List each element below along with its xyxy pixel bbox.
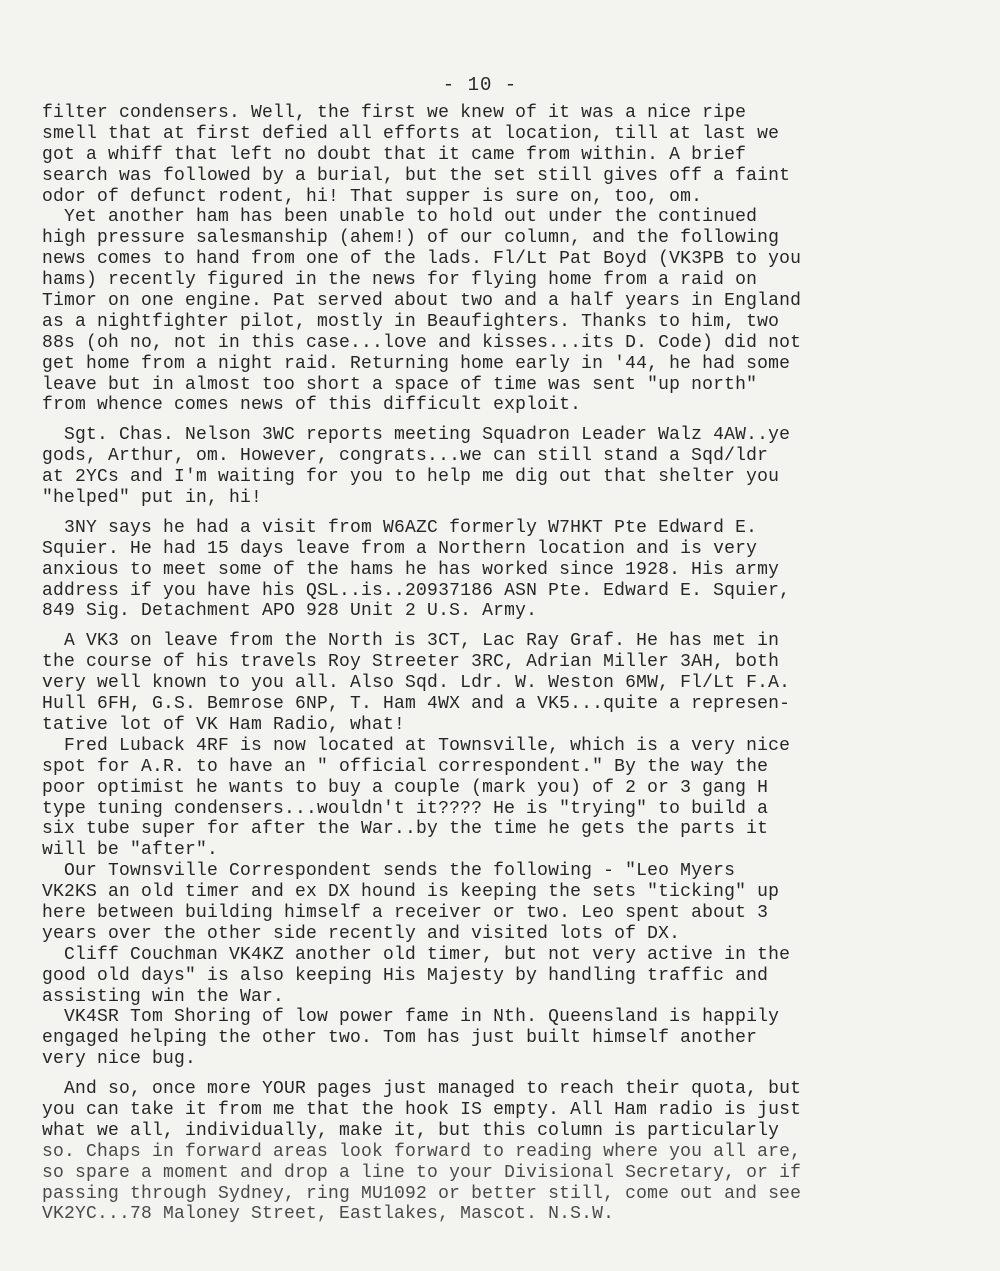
text-line: will be "after". <box>42 840 219 861</box>
text-line: so spare a moment and drop a line to your Divisional Secretary, or if <box>42 1162 802 1183</box>
text-line: Our Townsville Correspondent sends the following - "Leo Myers <box>42 861 736 882</box>
paragraph <box>42 103 942 416</box>
text-line: search was followed by a burial, but the set still gives off a faint <box>42 165 791 186</box>
page-number: - 10 - <box>442 74 518 96</box>
text-line: VK2YC...78 Maloney Street, Eastlakes, Mascot. N.S.W. <box>42 1204 615 1225</box>
text-line: Cliff Couchman VK4KZ another old timer, but not very active in the <box>42 944 791 965</box>
text-line: the course of his travels Roy Streeter 3RC, Adrian Miller 3AH, both <box>42 652 780 673</box>
text-line: engaged helping the other two. Tom has just built himself another <box>42 1028 758 1049</box>
text-line: VK2KS an old timer and ex DX hound is keeping the sets "ticking" up <box>42 882 780 903</box>
text-line: got a whiff that left no doubt that it came from within. A brief <box>42 144 747 165</box>
text-line: VK4SR Tom Shoring of low power fame in Nth. Queensland is happily <box>42 1007 780 1028</box>
text-line: good old days" is also keeping His Majesty by handling traffic and <box>42 965 769 986</box>
text-line: very nice bug. <box>42 1049 197 1070</box>
paragraph-gap <box>42 416 942 425</box>
text-line: Yet another ham has been unable to hold out under the continued <box>42 207 758 228</box>
text-line: what we all, individually, make it, but this column is particularly <box>42 1120 780 1141</box>
text-line: Hull 6FH, G.S. Bemrose 6NP, T. Ham 4WX and a VK5...quite a represen- <box>42 694 791 715</box>
text-line: passing through Sydney, ring MU1092 or better still, come out and see <box>42 1183 802 1204</box>
text-line: here between building himself a receiver or two. Leo spent about 3 <box>42 902 769 923</box>
text-line: at 2YCs and I'm waiting for you to help me dig out that shelter you <box>42 467 780 488</box>
text-line: hams) recently figured in the news for flying home from a raid on <box>42 270 758 291</box>
article-body <box>42 103 942 1225</box>
text-line: gods, Arthur, om. However, congrats...we can still stand a Sqd/ldr <box>42 446 769 467</box>
text-line: leave but in almost too short a space of time was sent "up north" <box>42 374 758 395</box>
paragraph <box>42 425 942 509</box>
paragraph <box>42 518 942 622</box>
text-line: 849 Sig. Detachment APO 928 Unit 2 U.S. Army. <box>42 601 538 622</box>
paragraph-gap <box>42 509 942 518</box>
paragraph <box>42 631 942 1070</box>
text-line: A VK3 on leave from the North is 3CT, Lac Ray Graf. He has met in <box>42 631 780 652</box>
text-line: anxious to meet some of the hams he has worked since 1928. His army <box>42 559 780 580</box>
text-line: smell that at first defied all efforts at location, till at last we <box>42 123 780 144</box>
text-line: as a nightfighter pilot, mostly in Beaufighters. Thanks to him, two <box>42 311 780 332</box>
text-line: poor optimist he wants to buy a couple (mark you) of 2 or 3 gang H <box>42 777 769 798</box>
text-line: And so, once more YOUR pages just managed to reach their quota, but <box>42 1079 802 1100</box>
text-line: Squier. He had 15 days leave from a Northern location and is very <box>42 538 758 559</box>
text-line: odor of defunct rodent, hi! That supper is sure on, too, om. <box>42 186 703 207</box>
text-line: filter condensers. Well, the first we knew of it was a nice ripe <box>42 103 747 123</box>
text-line: get home from a night raid. Returning home early in '44, he had some <box>42 353 791 374</box>
text-line: type tuning condensers...wouldn't it???? He is "trying" to build a <box>42 798 769 819</box>
text-line: Timor on one engine. Pat served about two and a half years in England <box>42 291 802 312</box>
text-line: spot for A.R. to have an " official correspondent." By the way the <box>42 756 769 777</box>
paragraph-gap <box>42 1070 942 1079</box>
text-line: Sgt. Chas. Nelson 3WC reports meeting Squadron Leader Walz 4AW..ye <box>42 425 791 446</box>
text-line: years over the other side recently and visited lots of DX. <box>42 923 681 944</box>
text-line: very well known to you all. Also Sqd. Ldr. W. Weston 6MW, Fl/Lt F.A. <box>42 673 791 694</box>
text-line: six tube super for after the War..by the time he gets the parts it <box>42 819 769 840</box>
text-line: so. Chaps in forward areas look forward to reading where you all are, <box>42 1141 802 1162</box>
paragraph-gap <box>42 622 942 631</box>
text-line: high pressure salesmanship (ahem!) of our column, and the following <box>42 228 780 249</box>
text-line: news comes to hand from one of the lads. Fl/Lt Pat Boyd (VK3PB to you <box>42 249 802 270</box>
text-line: 3NY says he had a visit from W6AZC formerly W7HKT Pte Edward E. <box>42 517 758 538</box>
text-line: address if you have his QSL..is..20937186 ASN Pte. Edward E. Squier, <box>42 580 791 601</box>
text-line: you can take it from me that the hook IS empty. All Ham radio is just <box>42 1099 802 1120</box>
text-line: from whence comes news of this difficult exploit. <box>42 395 582 416</box>
text-line: tative lot of VK Ham Radio, what! <box>42 714 406 735</box>
paragraph <box>42 1079 942 1225</box>
text-line: Fred Luback 4RF is now located at Townsville, which is a very nice <box>42 735 791 756</box>
text-line: 88s (oh no, not in this case...love and kisses...its D. Code) did not <box>42 332 802 353</box>
text-line: assisting win the War. <box>42 986 285 1007</box>
text-line: "helped" put in, hi! <box>42 488 263 509</box>
